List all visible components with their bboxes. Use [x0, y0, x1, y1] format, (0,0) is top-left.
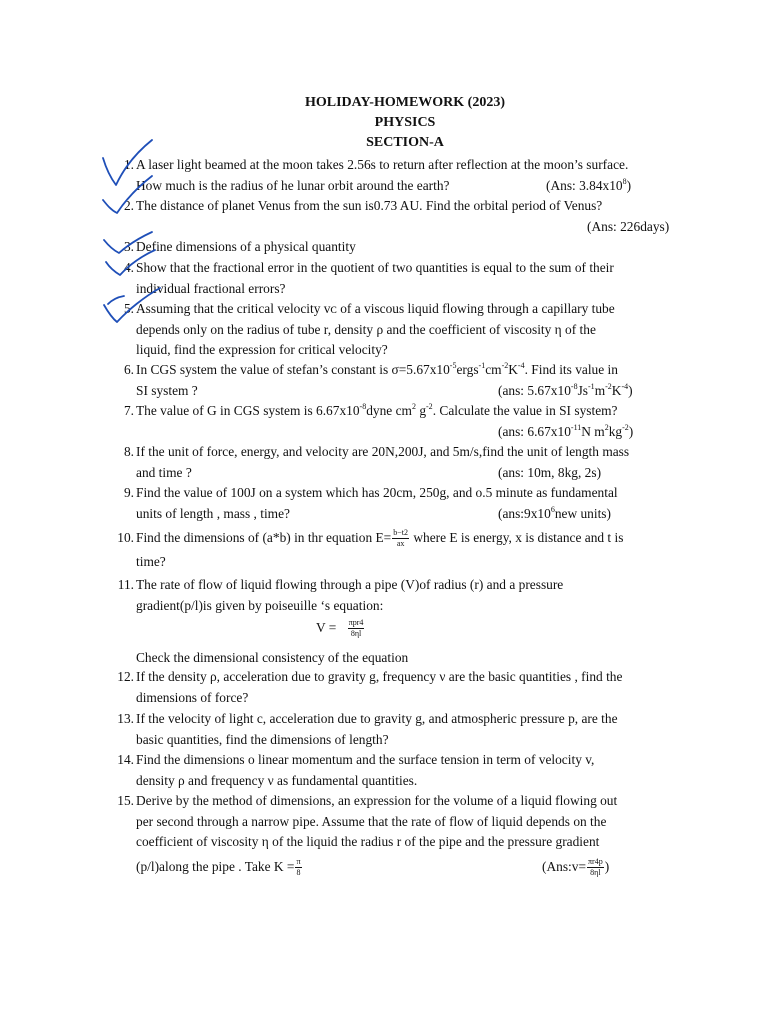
question-text: If the density ρ, acceleration due to gravity g, frequency ν are the basic quantities , find the: [136, 669, 623, 684]
question-text: Define dimensions of a physical quantity: [136, 239, 356, 254]
question-number: 1.: [123, 157, 134, 172]
question-number: 10.: [117, 530, 134, 545]
question-text: and time ?: [136, 464, 192, 480]
question-number: 11.: [117, 577, 134, 592]
question-text: depends only on the radius of tube r, density ρ and the coefficient of viscosity η of the: [136, 321, 596, 337]
equation: V = $\frac{\text{πpr4}}{8\eta l}$: [316, 618, 364, 639]
answer: (ans: $5.67x10^{-8}Js^{-1}m^{-2}K^{-4}$): [498, 381, 633, 398]
question-text: If the unit of force, energy, and velocity are 20N,200J, and 5m/s,find the unit of length mass: [136, 444, 630, 459]
question-text: Assuming that the critical velocity vᴄ of a viscous liquid flowing through a capillary tube: [136, 301, 615, 316]
question-number: 3.: [123, 239, 134, 254]
question-number: 6.: [123, 362, 134, 377]
question-number: 4.: [123, 260, 134, 275]
question-text: The value of G in CGS system is $6.67x10^{-8}dyne$ $cm^2$ $g^{-2}$. Calculate the value in SI system?: [136, 402, 618, 418]
question-text: In CGS system the value of stefan’s constant is $\sigma=5.67x10^{-5}ergs^{-1}cm^{-2}K^{-4}$. Find its value in: [136, 361, 618, 377]
question-text: per second through a narrow pipe. Assume that the rate of flow of liquid depends on the: [136, 813, 607, 829]
check-mark-icon: [103, 176, 152, 213]
check-mark-icon: [106, 250, 155, 275]
question-text: If the velocity of light c, acceleration due to gravity g, and atmospheric pressure p, are the: [136, 711, 618, 726]
question-text: individual fractional errors?: [136, 280, 286, 296]
check-mark-icon: [104, 288, 160, 322]
question-text: Derive by the method of dimensions, an expression for the volume of a liquid flowing out: [136, 793, 618, 808]
question-number: 7.: [123, 403, 134, 418]
question-text: SI system ?: [136, 382, 198, 398]
answer: (Ans: $3.84x10^8$): [546, 176, 632, 193]
question-number: 15.: [117, 793, 134, 808]
question-text: Show that the fractional error in the quotient of two quantities is equal to the sum of their: [136, 260, 614, 275]
question-text: basic quantities, find the dimensions of length?: [136, 731, 389, 747]
question-number: 8.: [123, 444, 134, 459]
subject-heading: PHYSICS: [374, 115, 436, 130]
question-text: Check the dimensional consistency of the equation: [136, 650, 409, 665]
section-heading: SECTION-A: [366, 135, 444, 150]
question-text: units of length , mass , time?: [136, 505, 290, 521]
answer: ($ans:9x10^6new$ units): [498, 504, 611, 521]
question-text: Find the dimensions of (a*b) in thr equation E= $\frac{b-t2}{ax}$ where E is energy, x is distance and t is: [136, 528, 624, 549]
question-number: 12.: [117, 669, 134, 684]
question-text: Find the value of 100J on a system which has 20cm, 250g, and o.5 minute as fundamental: [136, 485, 618, 500]
answer: (ans: 10m, 8kg, 2s): [498, 464, 602, 480]
question-text: (p/l)along the pipe . Take K = $\frac{\pi}{8}$: [136, 856, 301, 877]
question-text: The distance of planet Venus from the sun is0.73 AU. Find the orbital period of Venus?: [136, 198, 603, 213]
question-number: 5.: [123, 301, 134, 316]
title: HOLIDAY-HOMEWORK (2023): [304, 95, 506, 110]
question-text: gradient(p/l)is given by poiseuille ‘s equation:: [136, 597, 384, 613]
question-text: Find the dimensions o linear momentum and the surface tension in term of velocity v,: [136, 752, 595, 767]
question-number: 9.: [123, 485, 134, 500]
question-text: coefficient of viscosity η of the liquid the radius r of the pipe and the pressure gradient: [136, 834, 600, 849]
check-mark-icon: [104, 232, 152, 253]
question-text: How much is the radius of he lunar orbit around the earth?: [136, 177, 450, 193]
question-text: liquid, find the expression for critical velocity?: [136, 342, 388, 357]
check-mark-icon: [103, 140, 152, 185]
answer: (Ans:v= $\frac{\pi r4p}{8\eta l}$ ): [542, 856, 610, 877]
question-number: 14.: [117, 752, 134, 767]
question-text: density ρ and frequency ν as fundamental quantities.: [136, 772, 418, 788]
question-number: 13.: [117, 711, 134, 726]
question-text: A laser light beamed at the moon takes 2.56s to return after reflection at the moon’s surface.: [136, 157, 629, 172]
question-text: dimensions of force?: [136, 689, 249, 705]
check-mark-icon: [108, 296, 124, 304]
answer: (ans: $6.67x10^{-11}N$ $m^2kg^{-2}$): [498, 422, 634, 439]
question-text: time?: [136, 553, 166, 569]
question-text: The rate of flow of liquid flowing through a pipe (V)of radius (r) and a pressure: [136, 577, 564, 592]
question-number: 2.: [123, 198, 134, 213]
answer: (Ans: 226days): [587, 218, 670, 234]
fraction: $\frac{b-t2}{ax}$: [393, 528, 408, 549]
